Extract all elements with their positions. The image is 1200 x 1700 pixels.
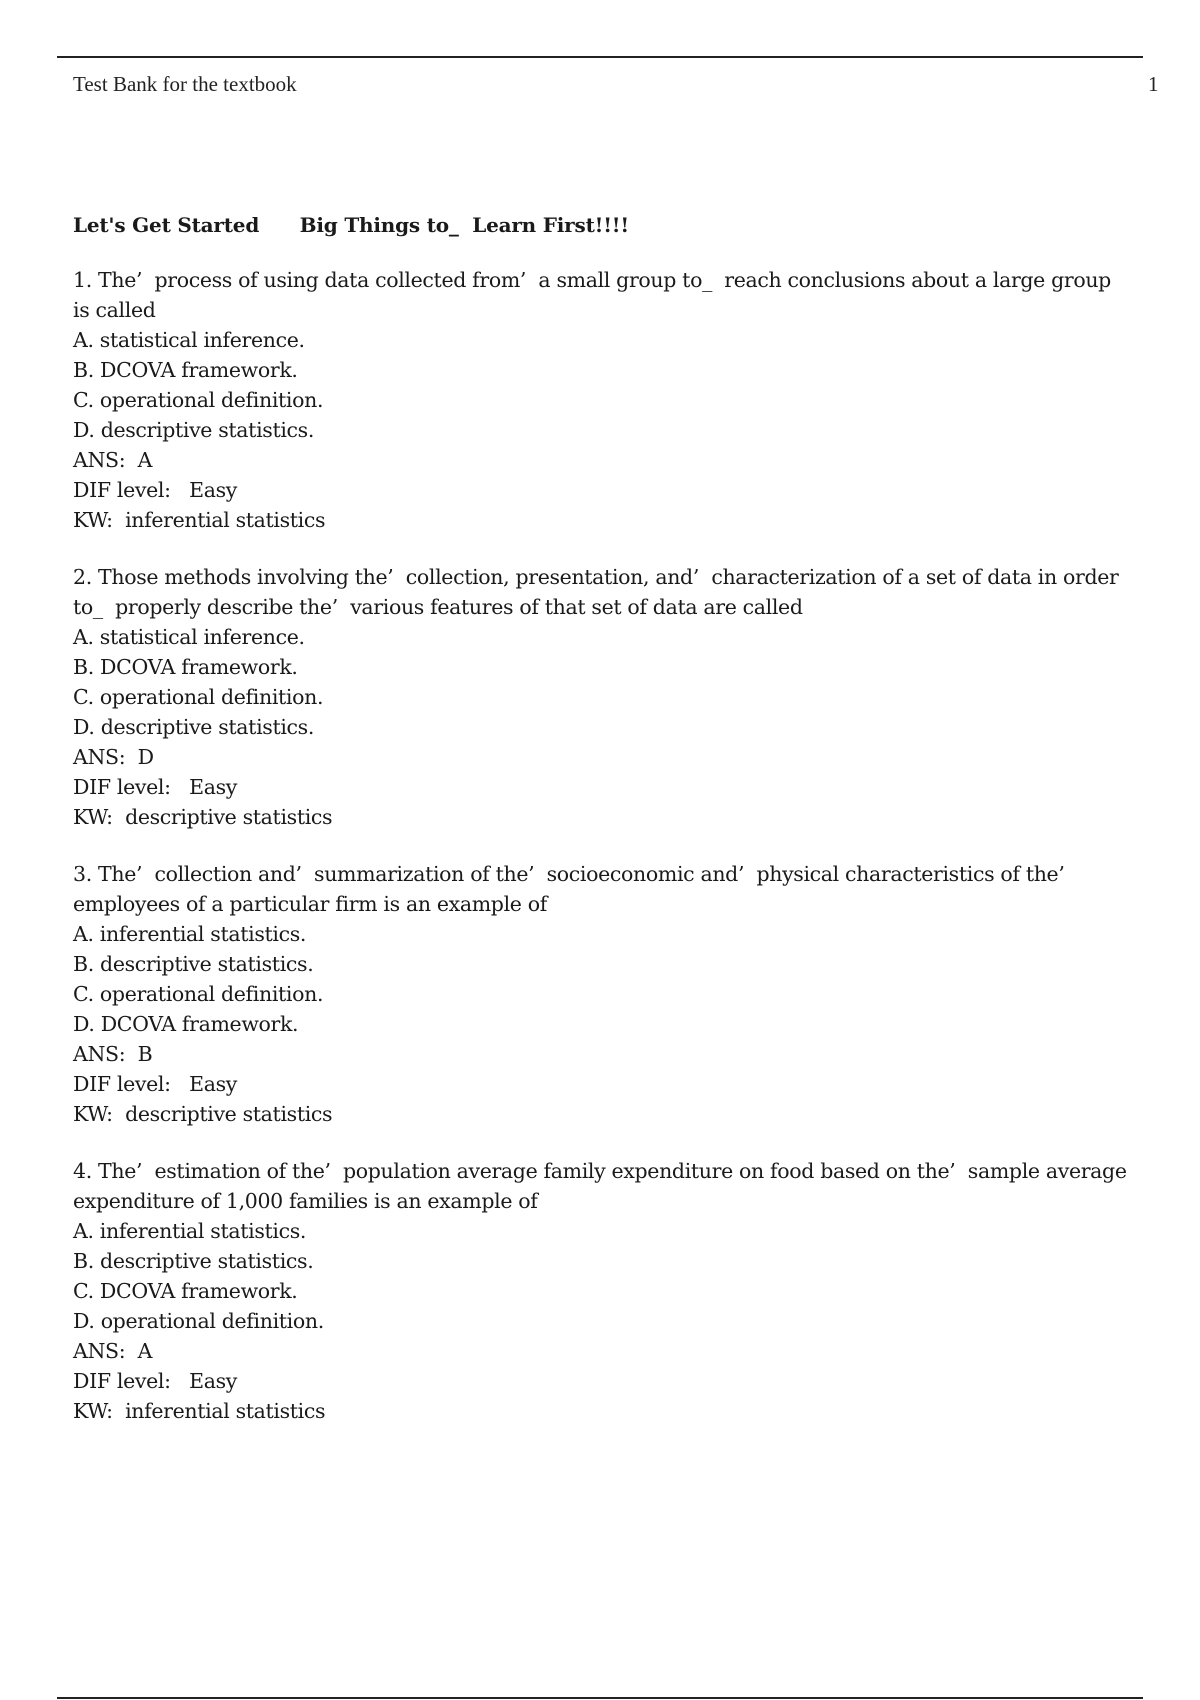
question-stem: 3. The’ collection and’ summarization of the’ socioeconomic and’ physical characteristics of the’ employees of a particular firm is an example of (73, 862, 1077, 916)
option-c: C. operational definition. (73, 685, 324, 709)
question-1 (73, 265, 1133, 535)
header-rule (57, 56, 1143, 58)
question-3 (73, 859, 1133, 1129)
option-a: A. inferential statistics. (73, 1219, 307, 1243)
keyword-line: KW: descriptive statistics (73, 1102, 333, 1126)
option-c: C. operational definition. (73, 982, 324, 1006)
question-4 (73, 1156, 1133, 1426)
difficulty-line: DIF level: Easy (73, 775, 238, 799)
answer-line: ANS: B (73, 1042, 153, 1066)
option-c: C. DCOVA framework. (73, 1279, 298, 1303)
option-d: D. descriptive statistics. (73, 715, 315, 739)
option-b: B. DCOVA framework. (73, 655, 298, 679)
page-number: 1 (1148, 72, 1159, 96)
keyword-line: KW: inferential statistics (73, 508, 326, 532)
option-d: D. descriptive statistics. (73, 418, 315, 442)
answer-line: ANS: D (73, 745, 154, 769)
difficulty-line: DIF level: Easy (73, 1072, 238, 1096)
footer-rule (57, 1697, 1143, 1699)
option-b: B. DCOVA framework. (73, 358, 298, 382)
answer-line: ANS: A (73, 448, 153, 472)
question-stem: 2. Those methods involving the’ collection, presentation, and’ characterization of a set of data in order to_ properly describe the’ various features of that set of data are called (73, 565, 1125, 619)
option-d: D. operational definition. (73, 1309, 324, 1333)
question-list (73, 265, 1133, 1453)
difficulty-line: DIF level: Easy (73, 478, 238, 502)
option-a: A. statistical inference. (73, 328, 305, 352)
option-d: D. DCOVA framework. (73, 1012, 299, 1036)
section-heading: Let's Get Started Big Things to_ Learn First!!!! (73, 213, 629, 237)
running-head: Test Bank for the textbook (73, 72, 297, 96)
question-stem: 4. The’ estimation of the’ population average family expenditure on food based on the’ sample average expenditure of 1,000 families is an example of (73, 1159, 1133, 1213)
answer-line: ANS: A (73, 1339, 153, 1363)
question-stem: 1. The’ process of using data collected from’ a small group to_ reach conclusions about a large group is called (73, 268, 1118, 322)
option-b: B. descriptive statistics. (73, 952, 314, 976)
question-2 (73, 562, 1133, 832)
option-a: A. inferential statistics. (73, 922, 307, 946)
difficulty-line: DIF level: Easy (73, 1369, 238, 1393)
option-a: A. statistical inference. (73, 625, 305, 649)
keyword-line: KW: inferential statistics (73, 1399, 326, 1423)
option-b: B. descriptive statistics. (73, 1249, 314, 1273)
keyword-line: KW: descriptive statistics (73, 805, 333, 829)
option-c: C. operational definition. (73, 388, 324, 412)
